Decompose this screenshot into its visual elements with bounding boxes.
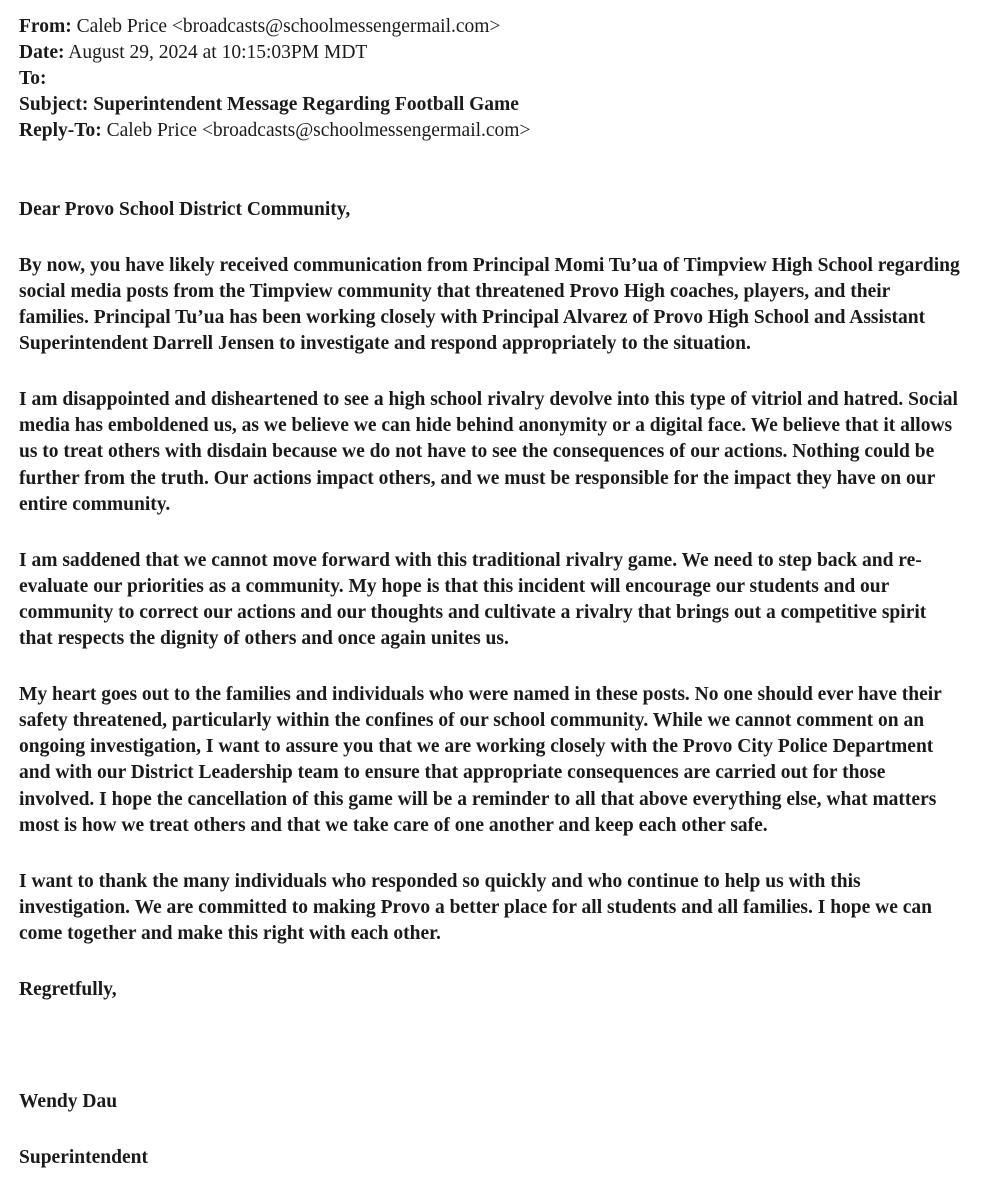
date-line [19,40,962,66]
signature-name: Wendy Dau [19,1090,118,1112]
email-body [19,197,964,1171]
from-line [19,14,962,40]
body-paragraph: My heart goes out to the families and individuals who were named in these posts. No one should ever have their safety threatened, particularly within the confines of our school community. While we cannot comment on an ongoing investigation, I want to assure you that we are working closely with the Provo City Police Department and with our District Leadership team to ensure that appropriate consequences are carried out for those involved. I hope the cancellation of this game will be a reminder to all that above everything else, what matters most is how we treat others and that we take care of one another and keep each other safe. [19,683,942,836]
to-line [19,66,962,92]
from-label: From: [19,16,72,37]
signature-title: Superintendent [19,1146,148,1168]
body-paragraph: I am disappointed and disheartened to see a high school rivalry devolve into this type of vitriol and hatred. Social media has emboldened us, as we believe we can hide behind anonymity or a digital face. We believe that it allows us to treat others with disdain because we do not have to see the consequences of our actions. Nothing could be further from the truth. Our actions impact others, and we must be responsible for the impact they have on our entire community. [19,389,958,515]
to-label: To: [19,68,47,89]
reply-to-label: Reply-To: [19,120,102,141]
from-value[interactable]: Caleb Price <broadcasts@schoolmessengermail.com> [76,16,501,37]
body-paragraph: I want to thank the many individuals who responded so quickly and who continue to help us with this investigation. We are committed to making Provo a better place for all students and all families. I hope we can come together and make this right with each other. [19,870,933,944]
email-headers [19,14,962,144]
closing: Regretfully, [19,978,117,1000]
greeting: Dear Provo School District Community, [19,199,351,220]
date-value: August 29, 2024 at 10:15:03PM MDT [68,42,368,63]
reply-to-value[interactable]: Caleb Price <broadcasts@schoolmessengermail.com> [106,120,531,141]
subject-line [19,92,962,118]
subject-label: Subject: [19,94,89,115]
subject-value: Superintendent Message Regarding Football Game [93,94,519,115]
body-paragraph: I am saddened that we cannot move forward with this traditional rivalry game. We need to step back and re-evaluate our priorities as a community. My hope is that this incident will encourage our students and our community to correct our actions and our thoughts and cultivate a rivalry that brings out a competitive spirit that respects the dignity of others and once again unites us. [19,549,927,650]
reply-to-line [19,118,962,144]
date-label: Date: [19,42,65,63]
body-paragraph: By now, you have likely received communication from Principal Momi Tu’ua of Timpview High School regarding social media posts from the Timpview community that threatened Provo High coaches, players, and their families. Principal Tu’ua has been working closely with Principal Alvarez of Provo High School and Assistant Superintendent Darrell Jensen to investigate and respond appropriately to the situation. [19,254,960,355]
